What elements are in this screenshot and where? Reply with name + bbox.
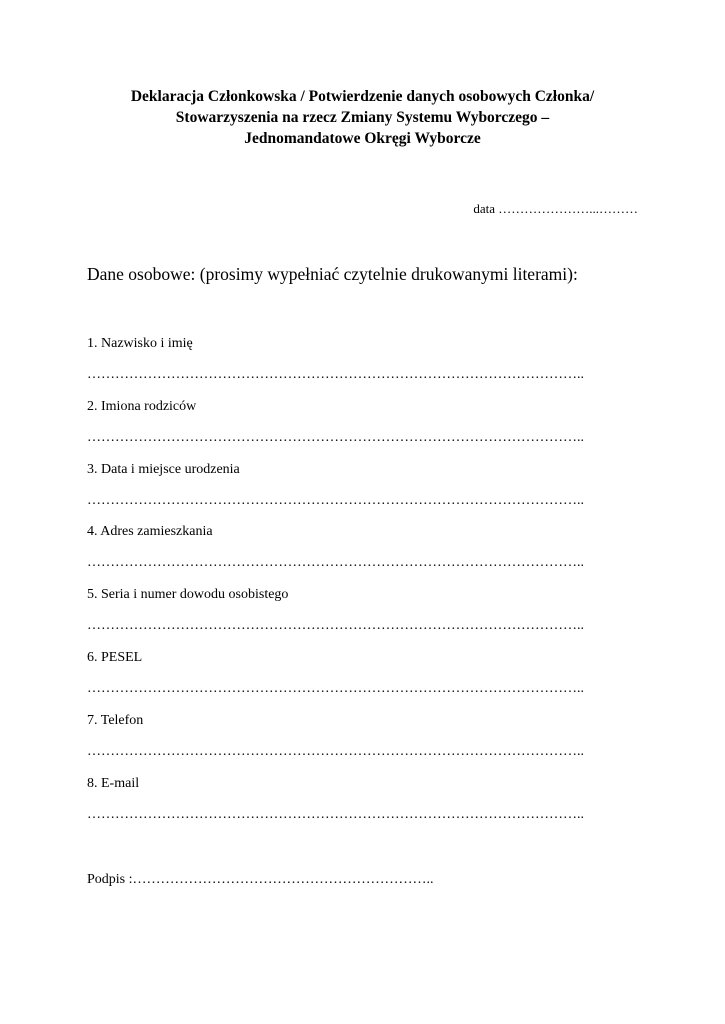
document-title <box>60 86 665 149</box>
field-address <box>87 524 647 587</box>
field-email <box>87 776 647 839</box>
title-line-1: Deklaracja Członkowska / Potwierdzenie danych osobowych Członka/ <box>130 88 595 105</box>
title-line-2: Stowarzyszenia na rzecz Zmiany Systemu Wyborczego – <box>175 109 550 126</box>
field-label: 2. Imiona rodziców <box>87 398 197 414</box>
field-id-document <box>87 587 647 650</box>
title-line-3: Jednomandatowe Okręgi Wyborcze <box>244 130 481 147</box>
field-label: 6. PESEL <box>87 649 143 665</box>
field-dotted-line: …………………………………………………………………………………………….. <box>87 555 584 571</box>
field-dotted-line: …………………………………………………………………………………………….. <box>87 743 584 759</box>
field-dotted-line: …………………………………………………………………………………………….. <box>87 429 584 445</box>
field-label: 3. Data i miejsce urodzenia <box>87 461 240 477</box>
field-dotted-line: …………………………………………………………………………………………….. <box>87 367 584 382</box>
field-dotted-line: …………………………………………………………………………………………….. <box>87 492 584 508</box>
field-parents-names <box>87 399 647 462</box>
field-label: 1. Nazwisko i imię <box>87 336 193 351</box>
field-pesel <box>87 650 647 713</box>
field-surname-name <box>87 336 647 399</box>
field-dotted-line: …………………………………………………………………………………………….. <box>87 618 584 634</box>
field-label: 5. Seria i numer dowodu osobistego <box>87 587 289 603</box>
field-birth-date-place <box>87 462 647 525</box>
field-dotted-line: …………………………………………………………………………………………….. <box>87 680 584 696</box>
personal-data-fields <box>87 336 647 838</box>
date-field: data …………………...……… <box>473 201 638 216</box>
field-label: 8. E-mail <box>87 775 140 791</box>
field-dotted-line: …………………………………………………………………………………………….. <box>87 806 584 822</box>
field-label: 4. Adres zamieszkania <box>87 524 213 540</box>
signature-line: Podpis :……………………………………………………….. <box>87 872 434 887</box>
field-label: 7. Telefon <box>87 712 144 728</box>
field-phone <box>87 713 647 776</box>
section-heading: Dane osobowe: (prosimy wypełniać czytelnie drukowanymi literami): <box>87 264 578 284</box>
